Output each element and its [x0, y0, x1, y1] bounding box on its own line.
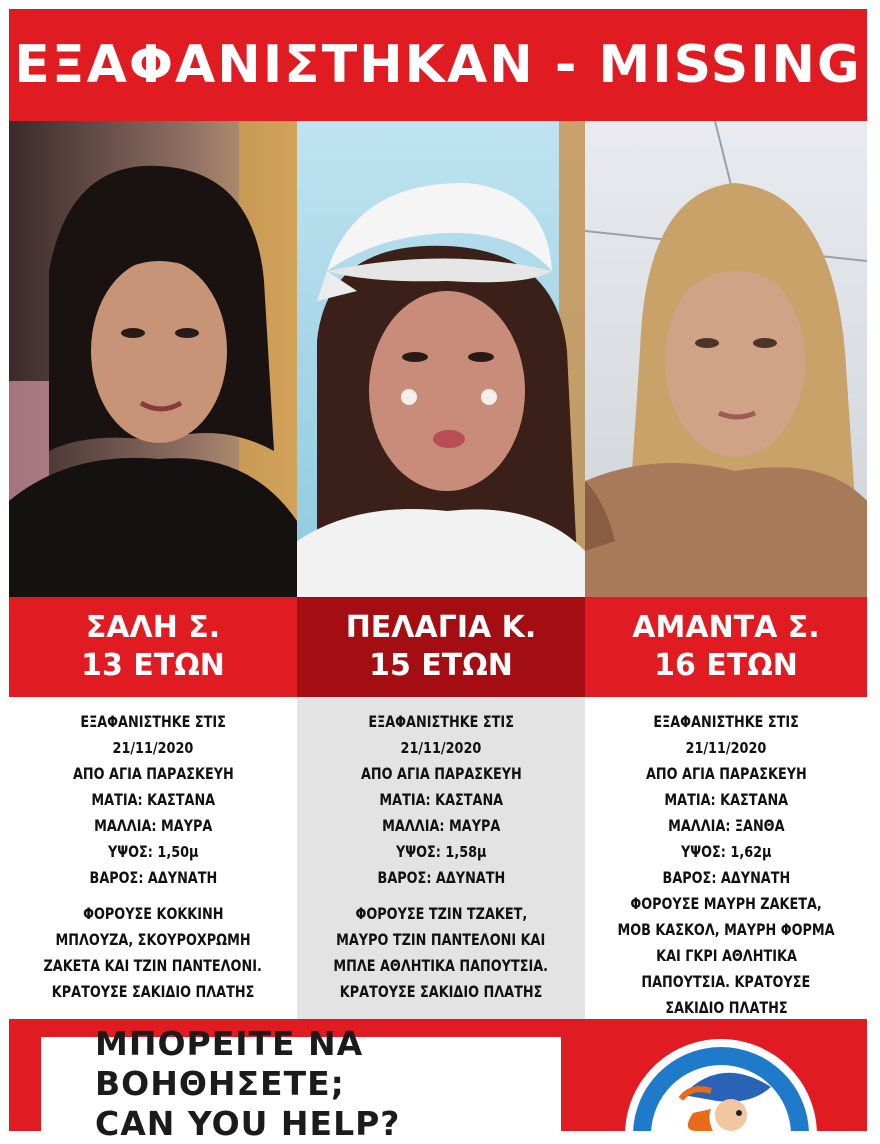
detail-line: ΑΠΟ ΑΓΙΑ ΠΑΡΑΣΚΕΥΗ: [360, 765, 522, 783]
clothing-line: ΚΡΑΤΟΥΣΕ ΣΑΚΙΔΙΟ ΠΛΑΤΗΣ: [339, 983, 543, 1001]
photos-row: [9, 121, 867, 597]
detail-line: ΥΨΟΣ: 1,58μ: [395, 843, 487, 861]
clothing-line: ΣΑΚΙΔΙΟ ΠΛΑΤΗΣ: [664, 999, 788, 1017]
detail-line: ΒΑΡΟΣ: ΑΔΥΝΑΤΗ: [89, 869, 217, 887]
name-box-1: [9, 597, 297, 697]
clothing-line: ΜΑΥΡΟ ΤΖΙΝ ΠΑΝΤΕΛΟΝΙ ΚΑΙ: [336, 931, 546, 949]
detail-line: ΒΑΡΟΣ: ΑΔΥΝΑΤΗ: [662, 869, 790, 887]
clothing-line: ΖΑΚΕΤΑ ΚΑΙ ΤΖΙΝ ΠΑΝΤΕΛΟΝΙ.: [43, 957, 263, 975]
clothing-line: ΜΟΒ ΚΑΣΚΟΛ, ΜΑΥΡΗ ΦΟΡΜΑ: [617, 921, 835, 939]
help-banner: [9, 1019, 867, 1143]
names-row: [9, 597, 867, 697]
detail-line: 21/11/2020: [685, 739, 767, 757]
clothing-line: ΦΟΡΟΥΣΕ ΤΖΙΝ ΤΖΑΚΕΤ,: [355, 905, 527, 923]
clothing-line: ΚΑΙ ΓΚΡΙ ΑΘΛΗΤΙΚΑ: [655, 947, 797, 965]
photo-person-1: [9, 121, 297, 597]
detail-line: ΜΑΤΙΑ: ΚΑΣΤΑΝΑ: [664, 791, 788, 809]
detail-line: ΜΑΛΛΙΑ: ΞΑΝΘΑ: [667, 817, 785, 835]
clothing-line: ΜΠΛΟΥΖΑ, ΣΚΟΥΡΟΧΡΩΜΗ: [55, 931, 251, 949]
smile-of-the-child-logo-icon: [621, 1035, 821, 1131]
clothing-line: ΚΡΑΤΟΥΣΕ ΣΑΚΙΔΙΟ ΠΛΑΤΗΣ: [51, 983, 255, 1001]
name-box-3: [585, 597, 867, 697]
missing-poster: [9, 9, 867, 1143]
help-text-english: CAN YOU HELP?: [95, 1104, 401, 1143]
person-name: ΠΕΛΑΓΙΑ Κ.: [345, 610, 537, 645]
detail-line: ΕΞΑΦΑΝΙΣΤΗΚΕ ΣΤΙΣ: [368, 713, 514, 731]
clothing-line: ΜΠΛΕ ΑΘΛΗΤΙΚΑ ΠΑΠΟΥΤΣΙΑ.: [333, 957, 549, 975]
detail-line: ΕΞΑΦΑΝΙΣΤΗΚΕ ΣΤΙΣ: [80, 713, 226, 731]
detail-line: ΑΠΟ ΑΓΙΑ ΠΑΡΑΣΚΕΥΗ: [645, 765, 807, 783]
help-text-greek: ΜΠΟΡΕΙΤΕ ΝΑ ΒΟΗΘΗΣΕΤΕ;: [95, 1024, 364, 1103]
person-name: ΣΑΛΗ Σ.: [85, 610, 221, 645]
detail-line: 21/11/2020: [400, 739, 482, 757]
person-age: 16 ΕΤΩΝ: [654, 648, 798, 683]
photo-person-3: [585, 121, 867, 597]
clothing-line: ΦΟΡΟΥΣΕ ΚΟΚΚΙΝΗ: [82, 905, 224, 923]
clothing-line: ΦΟΡΟΥΣΕ ΜΑΥΡΗ ΖΑΚΕΤΑ,: [630, 895, 822, 913]
detail-line: ΜΑΤΙΑ: ΚΑΣΤΑΝΑ: [91, 791, 215, 809]
person-name: ΑΜΑΝΤΑ Σ.: [632, 610, 820, 645]
clothing-line: ΠΑΠΟΥΤΣΙΑ. ΚΡΑΤΟΥΣΕ: [641, 973, 811, 991]
detail-line: 21/11/2020: [112, 739, 194, 757]
details-column-2: [297, 697, 585, 1019]
detail-line: ΜΑΤΙΑ: ΚΑΣΤΑΝΑ: [379, 791, 503, 809]
name-box-2: [297, 597, 585, 697]
title-banner: [9, 9, 867, 121]
detail-line: ΥΨΟΣ: 1,62μ: [680, 843, 772, 861]
photo-person-2: [297, 121, 585, 597]
details-column-1: [9, 697, 297, 1019]
detail-line: ΕΞΑΦΑΝΙΣΤΗΚΕ ΣΤΙΣ: [653, 713, 799, 731]
detail-line: ΜΑΛΛΙΑ: ΜΑΥΡΑ: [93, 817, 213, 835]
person-age: 13 ΕΤΩΝ: [81, 648, 225, 683]
details-row: [9, 697, 867, 1019]
help-box: [41, 1024, 561, 1143]
detail-line: ΑΠΟ ΑΓΙΑ ΠΑΡΑΣΚΕΥΗ: [72, 765, 234, 783]
detail-line: ΥΨΟΣ: 1,50μ: [107, 843, 199, 861]
poster-title: ΕΞΑΦΑΝΙΣΤΗΚΑΝ - MISSING: [14, 35, 862, 95]
detail-line: ΒΑΡΟΣ: ΑΔΥΝΑΤΗ: [377, 869, 505, 887]
detail-line: ΜΑΛΛΙΑ: ΜΑΥΡΑ: [381, 817, 501, 835]
person-age: 15 ΕΤΩΝ: [369, 648, 513, 683]
details-column-3: [585, 697, 867, 1019]
